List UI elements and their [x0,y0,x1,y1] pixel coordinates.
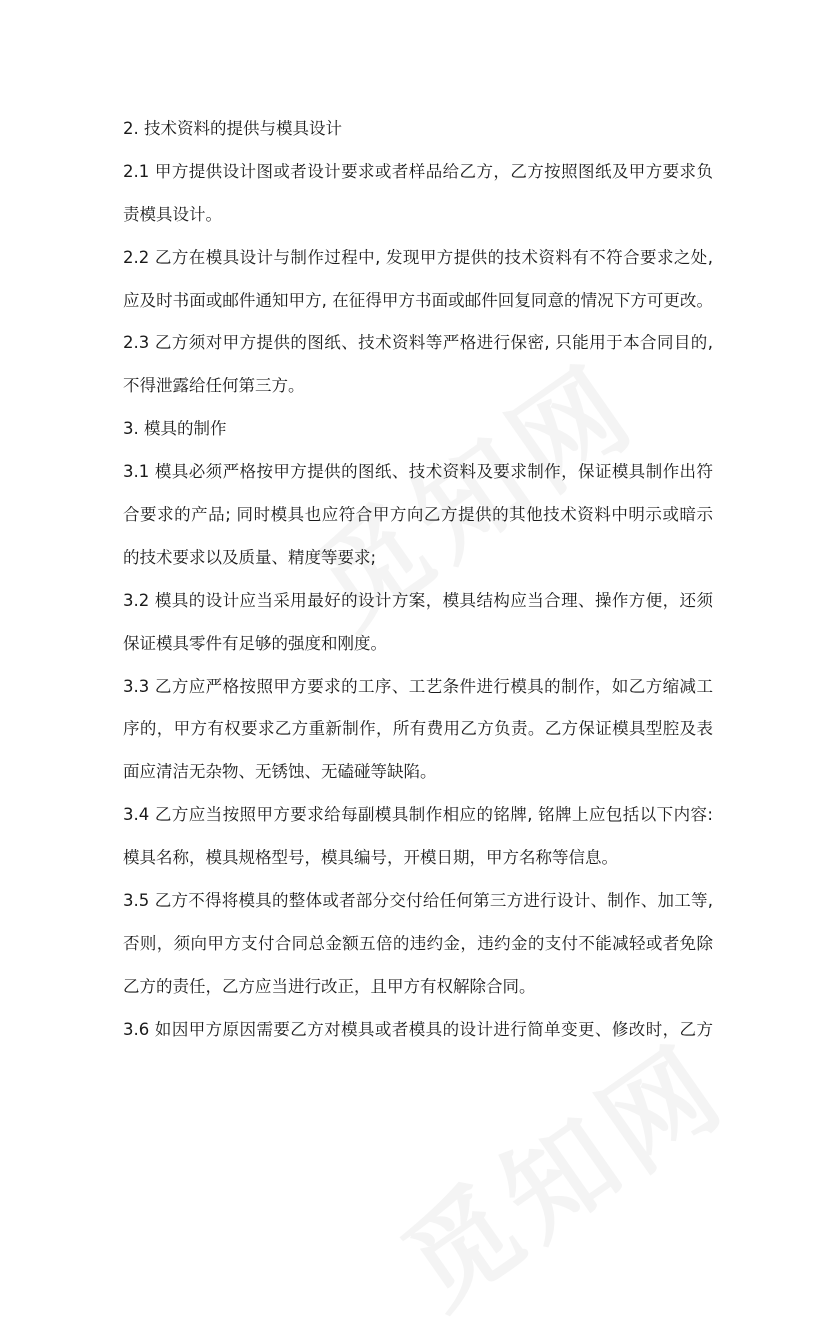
document-body [123,108,713,1052]
paragraph-line: 乙方的责任，乙方应当进行改正，且甲方有权解除合同。 [123,976,536,996]
paragraph-line: 3.2 模具的设计应当采用最好的设计方案，模具结构应当合理、操作方便，还须 [123,590,713,610]
paragraph-line: 责模具设计。 [123,204,222,224]
paragraph-line: 2.3 乙方须对甲方提供的图纸、技术资料等严格进行保密, 只能用于本合同目的, [123,333,713,353]
paragraph-line: 应及时书面或邮件通知甲方, 在征得甲方书面或邮件回复同意的情况下方可更改。 [123,290,713,310]
paragraph-line: 否则，须向甲方支付合同总金额五倍的违约金，违约金的支付不能减轻或者免除 [123,933,713,953]
paragraph-line: 的技术要求以及质量、精度等要求; [123,547,377,567]
paragraph-line: 合要求的产品; 同时模具也应符合甲方向乙方提供的其他技术资料中明示或暗示 [123,505,713,525]
paragraph-line: 3.5 乙方不得将模具的整体或者部分交付给任何第三方进行设计、制作、加工等, [123,891,713,911]
paragraph-line: 3.3 乙方应严格按照甲方要求的工序、工艺条件进行模具的制作，如乙方缩减工 [123,676,713,696]
paragraph-line: 序的，甲方有权要求乙方重新制作，所有费用乙方负责。乙方保证模具型腔及表 [123,719,713,739]
paragraph-line: 保证模具零件有足够的强度和刚度。 [123,633,387,653]
paragraph-line: 2.1 甲方提供设计图或者设计要求或者样品给乙方，乙方按照图纸及甲方要求负 [123,161,713,181]
paragraph-line: 2.2 乙方在模具设计与制作过程中, 发现甲方提供的技术资料有不符合要求之处, [123,247,713,267]
section-heading-3: 3. 模具的制作 [123,419,227,439]
paragraph-line: 3.4 乙方应当按照甲方要求给每副模具制作相应的铭牌, 铭牌上应包括以下内容: [123,805,713,825]
paragraph-line: 面应清洁无杂物、无锈蚀、无磕碰等缺陷。 [123,762,437,782]
paragraph-line: 模具名称，模具规格型号，模具编号，开模日期，甲方名称等信息。 [123,848,618,868]
paragraph-line: 3.6 如因甲方原因需要乙方对模具或者模具的设计进行简单变更、修改时，乙方 [123,1019,713,1039]
paragraph-line: 3.1 模具必须严格按甲方提供的图纸、技术资料及要求制作，保证模具制作出符 [123,462,713,482]
section-heading-2: 2. 技术资料的提供与模具设计 [123,119,342,138]
paragraph-line: 不得泄露给任何第三方。 [123,376,305,396]
